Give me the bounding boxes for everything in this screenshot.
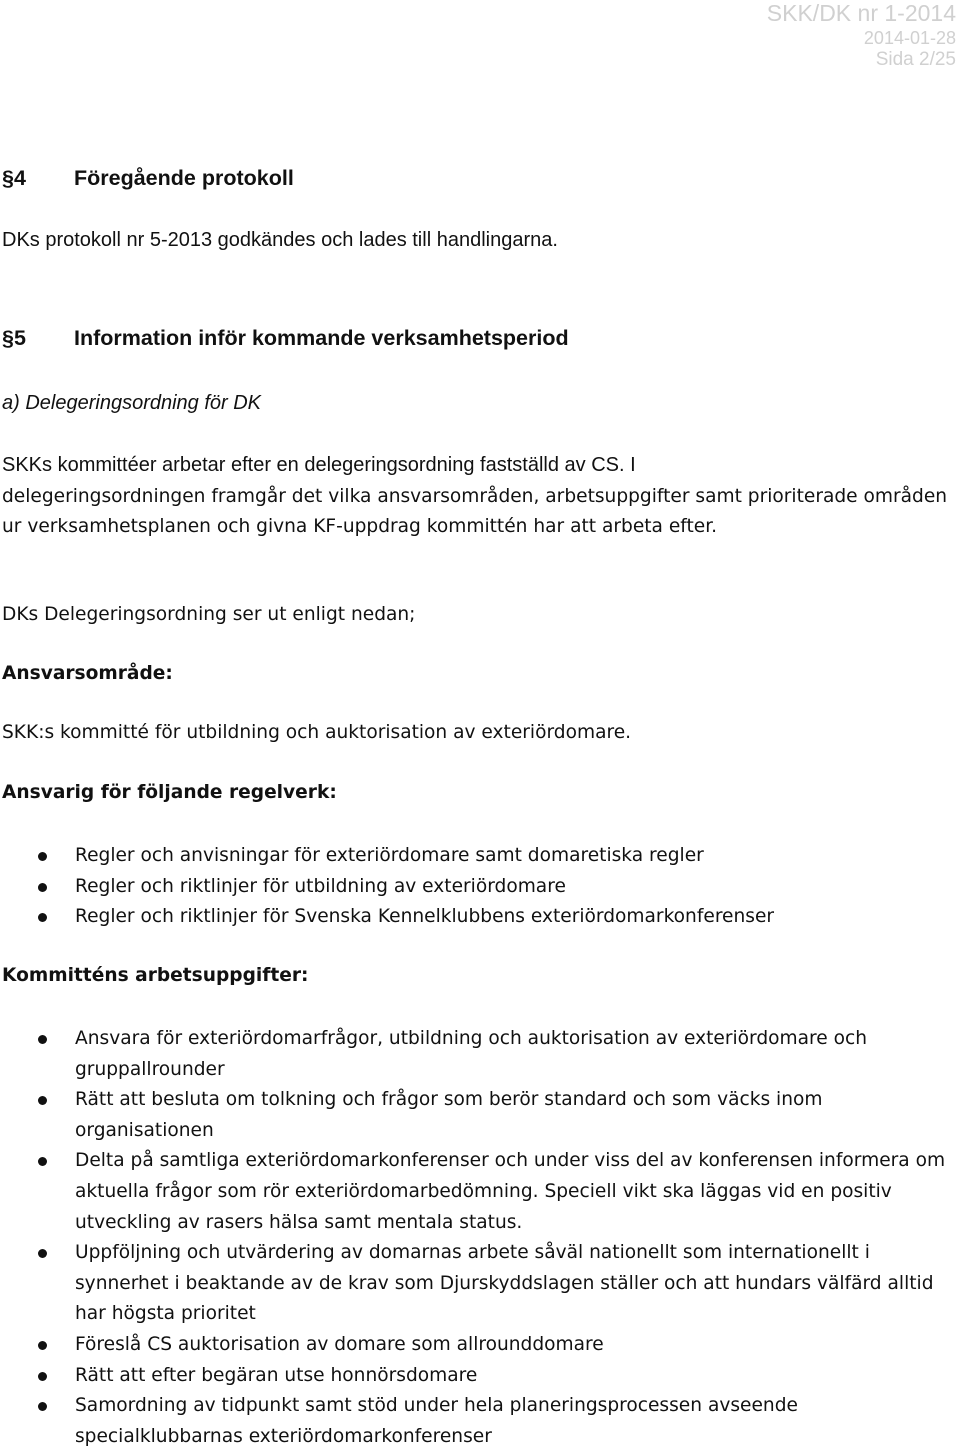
list-item: Samordning av tidpunkt samt stöd under hela planeringsprocessen avseende specialklubbarnas exteriördomarkonferenser: [2, 1391, 952, 1452]
section-4-heading: [2, 166, 294, 191]
area-text: SKK:s kommitté för utbildning och auktorisation av exteriördomare.: [2, 722, 632, 743]
section-4-text: DKs protokoll nr 5-2013 godkändes och lades till handlingarna.: [2, 229, 558, 251]
section-5-heading: [2, 326, 569, 351]
bullet-icon: [38, 1035, 47, 1044]
rules-list: [2, 841, 952, 933]
bullet-icon: [38, 1157, 47, 1166]
list-item: Delta på samtliga exteriördomarkonferenser och under viss del av konferensen informera om aktuella frågor som rör exteriördomarbedömning. Speciell vikt ska läggas vid en positiv utveckling av rasers hälsa samt mentala status.: [2, 1146, 952, 1238]
page-header: [767, 0, 956, 72]
bullet-icon: [38, 913, 47, 922]
document-date: 2014-01-28: [863, 28, 956, 49]
section-5-number: §5: [2, 326, 26, 350]
list-item: Rätt att besluta om tolkning och frågor som berör standard och som väcks inom organisationen: [2, 1085, 952, 1146]
list-item: Ansvara för exteriördomarfrågor, utbildning och auktorisation av exteriördomare och gruppallrounder: [2, 1024, 952, 1085]
delegation-paragraph-rest: delegeringsordningen framgår det vilka ansvarsområden, arbetsuppgifter samt prioriterade områden ur verksamhetsplanen och givna KF-uppdrag kommittén har att arbeta efter.: [2, 485, 948, 537]
section-5-title: Information inför kommande verksamhetsperiod: [74, 326, 569, 350]
list-item: Föreslå CS auktorisation av domare som allrounddomare: [2, 1330, 952, 1361]
rules-heading: Ansvarig för följande regelverk:: [2, 782, 337, 803]
bullet-icon: [38, 1372, 47, 1381]
bullet-icon: [38, 1096, 47, 1105]
bullet-icon: [38, 883, 47, 892]
area-heading: Ansvarsområde:: [2, 663, 173, 684]
bullet-icon: [38, 1249, 47, 1258]
tasks-heading: Kommitténs arbetsuppgifter:: [2, 965, 309, 986]
delegation-intro: DKs Delegeringsordning ser ut enligt nedan;: [2, 604, 416, 625]
delegation-paragraph-start: SKKs kommittéer arbetar efter en delegeringsordning fastställd av CS. I: [2, 454, 636, 476]
bullet-icon: [38, 1341, 47, 1350]
bullet-icon: [38, 852, 47, 861]
list-item: Regler och riktlinjer för Svenska Kennelklubbens exteriördomarkonferenser: [2, 902, 952, 933]
document-id: SKK/DK nr 1-2014: [766, 0, 956, 26]
tasks-list: [2, 1024, 952, 1452]
page-number: Sida 2/25: [875, 49, 956, 71]
bullet-icon: [38, 1402, 47, 1411]
delegation-paragraph: [2, 450, 952, 543]
list-item: Regler och riktlinjer för utbildning av exteriördomare: [2, 872, 952, 903]
section-4-title: Föregående protokoll: [74, 166, 294, 190]
list-item: Uppföljning och utvärdering av domarnas arbete såväl nationellt som internationellt i synnerhet i beaktande av de krav som Djurskyddslagen ställer och att hundars välfärd alltid har högsta prioritet: [2, 1238, 952, 1330]
subheading-delegation: a) Delegeringsordning för DK: [2, 392, 262, 414]
list-item: Regler och anvisningar för exteriördomare samt domaretiska regler: [2, 841, 952, 872]
list-item: Rätt att efter begäran utse honnörsdomare: [2, 1361, 952, 1392]
section-4-number: §4: [2, 166, 26, 190]
